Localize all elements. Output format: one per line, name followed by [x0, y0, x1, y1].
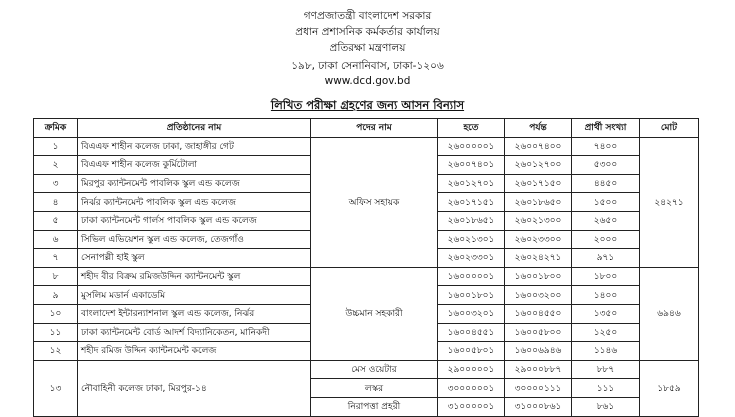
- from-cell: ১৬০০০০০১: [438, 267, 505, 286]
- to-cell: ২৬০১৭১৫০: [505, 174, 572, 193]
- post-cell: মেস ওয়েটার: [311, 360, 438, 379]
- to-cell: ১৬০০৪৫৫০: [505, 304, 572, 323]
- header-office: প্রধান প্রশাসনিক কর্মকর্তার কার্যালয়: [295, 26, 440, 38]
- serial-cell: ২: [34, 156, 78, 175]
- from-cell: ১৬০০১৮০১: [438, 286, 505, 305]
- to-cell: ৩১০০০৮৬১: [505, 397, 572, 416]
- count-cell: ১১১: [572, 379, 640, 398]
- serial-cell: ৫: [34, 211, 78, 230]
- institution-cell: বিএএফ শাহীন কলেজ কুর্মিটোলা: [78, 156, 311, 175]
- from-cell: ২৯০০০০০১: [438, 360, 505, 379]
- from-cell: ১৬০০৫৮০১: [438, 342, 505, 361]
- header-ministry: প্রতিরক্ষা মন্ত্রণালয়: [329, 42, 406, 54]
- institution-cell: সেনাপল্লী হাই স্কুল: [78, 249, 311, 268]
- count-cell: ২০০০: [572, 230, 640, 249]
- institution-cell: শহীদ রমিজ উদ্দিন ক্যান্টনমেন্ট কলেজ: [78, 342, 311, 361]
- to-cell: ১৬০০৬৯৪৬: [505, 342, 572, 361]
- count-cell: ১৩৫০: [572, 304, 640, 323]
- from-cell: ২৬০১৭১৫১: [438, 193, 505, 212]
- from-cell: ৩১০০০০০১: [438, 397, 505, 416]
- serial-cell: ৩: [34, 174, 78, 193]
- table-row: [34, 360, 699, 379]
- serial-cell: ১৩: [34, 360, 78, 416]
- from-cell: ১৬০০৪৫৫১: [438, 323, 505, 342]
- to-cell: ২৬০১৮৬৫০: [505, 193, 572, 212]
- post-cell: লস্কর: [311, 379, 438, 398]
- header-govt: গণপ্রজাতন্ত্রী বাংলাদেশ সরকার: [303, 10, 432, 22]
- serial-cell: ১০: [34, 304, 78, 323]
- table-row: [34, 267, 699, 286]
- to-cell: ১৬০০৩২০০: [505, 286, 572, 305]
- from-cell: ২৬০১৮৬৫১: [438, 211, 505, 230]
- page-title: লিখিত পরীক্ষা গ্রহণের জন্য আসন বিন্যাস: [270, 98, 465, 112]
- institution-cell: বাংলাদেশ ইন্টারন্যাশনাল স্কুল এন্ড কলেজ, নির্ঝর: [78, 304, 311, 323]
- count-cell: ১১৪৬: [572, 342, 640, 361]
- serial-cell: ৬: [34, 230, 78, 249]
- serial-cell: ১১: [34, 323, 78, 342]
- count-cell: ৪৪৫০: [572, 174, 640, 193]
- count-cell: ৭৪০০: [572, 137, 640, 156]
- to-cell: ২৬০১২৭০০: [505, 156, 572, 175]
- institution-cell: ঢাকা ক্যান্টনমেন্ট বোর্ড আদর্শ বিদ্যানিকেতন, মানিকদী: [78, 323, 311, 342]
- table-row: [34, 137, 699, 156]
- header-website[interactable]: www.dcd.gov.bd: [324, 75, 411, 87]
- post-cell: নিরাপত্তা প্রহরী: [311, 397, 438, 416]
- count-cell: ৮৮৭: [572, 360, 640, 379]
- institution-cell: শহীদ বীর বিক্রম রমিজউদ্দিন ক্যান্টনমেন্ট স্কুল: [78, 267, 311, 286]
- total-cell: ১৮৫৯: [640, 360, 699, 416]
- institution-cell: মিরপুর ক্যান্টনমেন্ট পাবলিক স্কুল এন্ড কলেজ: [78, 174, 311, 193]
- serial-cell: ৪: [34, 193, 78, 212]
- from-cell: ৩০০০০০০১: [438, 379, 505, 398]
- institution-cell: নৌবাহিনী কলেজ ঢাকা, মিরপুর-১৪: [78, 360, 311, 416]
- to-cell: ২৬০২৪২৭১: [505, 249, 572, 268]
- serial-cell: ৭: [34, 249, 78, 268]
- to-cell: ২৯০০০৮৮৭: [505, 360, 572, 379]
- from-cell: ২৬০০০০০১: [438, 137, 505, 156]
- serial-cell: ৮: [34, 267, 78, 286]
- to-cell: ২৬০২৩৩০০: [505, 230, 572, 249]
- seat-plan-table: [33, 118, 699, 417]
- institution-cell: সিভিল এভিয়েশন স্কুল এন্ড কলেজ, তেজগাঁও: [78, 230, 311, 249]
- post-cell: উচ্চমান সহকারী: [311, 267, 438, 360]
- from-cell: ২৬০০৭৪০১: [438, 156, 505, 175]
- col-serial: ক্রমিক: [34, 119, 78, 138]
- count-cell: ১২৫০: [572, 323, 640, 342]
- count-cell: ১৮০০: [572, 267, 640, 286]
- col-total: মোট: [640, 119, 699, 138]
- col-institution: প্রতিষ্ঠানের নাম: [78, 119, 311, 138]
- to-cell: ২৬০২১৩০০: [505, 211, 572, 230]
- to-cell: ২৬০০৭৪০০: [505, 137, 572, 156]
- count-cell: ২৬৫০: [572, 211, 640, 230]
- total-cell: ২৪২৭১: [640, 137, 699, 267]
- count-cell: ৫৩০০: [572, 156, 640, 175]
- col-to: পর্যন্ত: [505, 119, 572, 138]
- col-from: হতে: [438, 119, 505, 138]
- serial-cell: ৯: [34, 286, 78, 305]
- serial-cell: ১: [34, 137, 78, 156]
- to-cell: ৩০০০০১১১: [505, 379, 572, 398]
- institution-cell: মুসলিম মডার্ন একাডেমি: [78, 286, 311, 305]
- table-header-row: [34, 119, 699, 138]
- to-cell: ১৬০০১৮০০: [505, 267, 572, 286]
- total-cell: ৬৯৪৬: [640, 267, 699, 360]
- to-cell: ১৬০০৫৮০০: [505, 323, 572, 342]
- from-cell: ২৬০২৩৩০১: [438, 249, 505, 268]
- from-cell: ২৬০২১৩০১: [438, 230, 505, 249]
- count-cell: ৮৬১: [572, 397, 640, 416]
- from-cell: ১৬০০৩২০১: [438, 304, 505, 323]
- header-address: ১৯৮, ঢাকা সেনানিবাস, ঢাকা-১২০৬: [291, 60, 444, 72]
- institution-cell: বিএএফ শাহীন কলেজ ঢাকা, জাহাঙ্গীর গেট: [78, 137, 311, 156]
- count-cell: ১৫০০: [572, 193, 640, 212]
- col-count: প্রার্থী সংখ্যা: [572, 119, 640, 138]
- from-cell: ২৬০১২৭০১: [438, 174, 505, 193]
- serial-cell: ১২: [34, 342, 78, 361]
- count-cell: ৯৭১: [572, 249, 640, 268]
- institution-cell: ঢাকা ক্যান্টনমেন্ট গার্লস পাবলিক স্কুল এন্ড কলেজ: [78, 211, 311, 230]
- post-cell: অফিস সহায়ক: [311, 137, 438, 267]
- col-post: পদের নাম: [311, 119, 438, 138]
- institution-cell: নির্ঝর ক্যান্টনমেন্ট পাবলিক স্কুল এন্ড কলেজ: [78, 193, 311, 212]
- count-cell: ১৪০০: [572, 286, 640, 305]
